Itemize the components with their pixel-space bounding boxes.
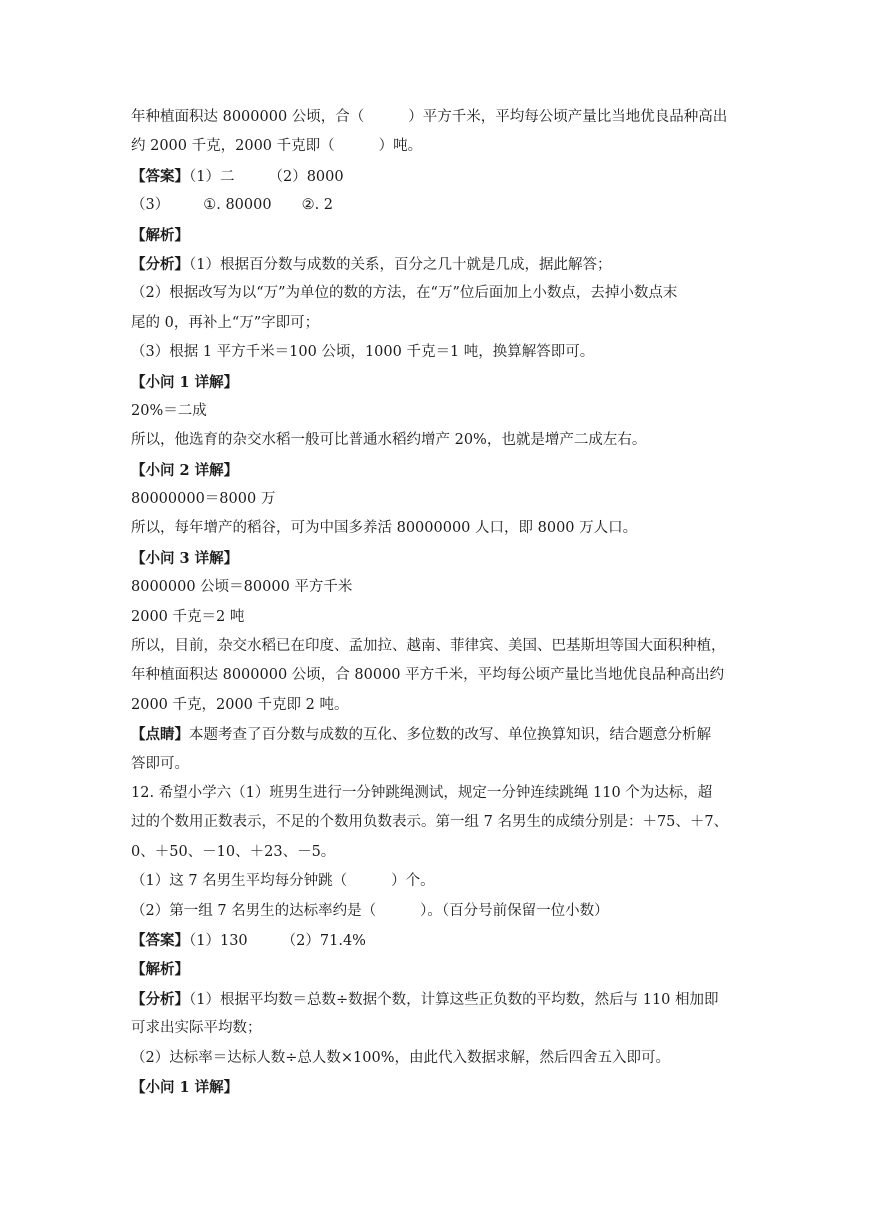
- question-text: [131, 132, 751, 161]
- question-stem: 过的个数用正数表示，不足的个数用负数表示。第一组 7 名男生的成绩分别是：＋75、＋7、: [131, 814, 729, 831]
- answer-value: （1）130: [189, 932, 248, 949]
- answer-line: [131, 162, 751, 191]
- analysis-heading: 【解析】: [131, 226, 189, 244]
- solution-line: 20%＝二成: [131, 402, 207, 419]
- analysis-line: 尾的 0，再补上“万”字即可；: [131, 314, 320, 331]
- answer-line: [131, 191, 751, 220]
- question-text-part: ）个。: [391, 873, 435, 890]
- answer-value: （1）二: [189, 168, 235, 185]
- answer-value: （2）8000: [268, 168, 344, 185]
- answer-value: ②. 2: [301, 197, 334, 214]
- question-text: [131, 103, 751, 132]
- analysis-line: （2）根据改写为以“万”为单位的数的方法，在“万”位后面加上小数点，去掉小数点末: [131, 285, 678, 302]
- question-text-part: ）平方千米，平均每公顷产量比当地优良品种高出: [408, 109, 728, 125]
- answer-line: [131, 926, 751, 955]
- solution-line: 所以，每年增产的稻谷，可为中国多养活 80000000 人口，即 8000 万人口。: [131, 520, 638, 537]
- question-text-part: ）吨。: [378, 138, 423, 155]
- sub-question-heading: 【小问 2 详解】: [131, 461, 239, 479]
- question-part: [131, 897, 751, 926]
- solution-line: 年种植面积达 8000000 公顷，合 80000 平方千米，平均每公顷产量比当地优良品种高出约: [131, 667, 725, 684]
- analysis-tag: 【分析】: [131, 255, 189, 273]
- answer-tag: 【答案】: [131, 931, 189, 949]
- question-text-part: ）。（百分号前保留一位小数）: [420, 902, 609, 919]
- sub-question-heading: 【小问 3 详解】: [131, 549, 239, 567]
- solution-line: 2000 千克＝2 吨: [131, 608, 245, 625]
- analysis-text: （1）根据平均数＝总数÷数据个数，计算这些正负数的平均数，然后与 110 相加即: [189, 991, 719, 1008]
- question-part: [131, 867, 751, 896]
- sub-question-heading: 【小问 1 详解】: [131, 373, 239, 391]
- analysis-heading: 【解析】: [131, 961, 189, 979]
- answer-tag: 【答案】: [131, 167, 189, 185]
- analysis-line: [131, 250, 751, 279]
- analysis-line: [131, 985, 751, 1014]
- solution-line: 所以，目前，杂交水稻已在印度、孟加拉、越南、菲律宾、美国、巴基斯坦等国大面积种植，: [131, 638, 726, 655]
- question-text-part: （2）第一组 7 名男生的达标率约是（: [131, 902, 377, 919]
- solution-line: 2000 千克，2000 千克即 2 吨。: [131, 696, 349, 713]
- answer-value: ①. 80000: [203, 197, 272, 214]
- comment-line: 答即可。: [131, 755, 189, 772]
- question-text-part: 约 2000 千克，2000 千克即（: [131, 138, 335, 155]
- question-stem: 12. 希望小学六（1）班男生进行一分钟跳绳测试，规定一分钟连续跳绳 110 个为达标，超: [131, 784, 713, 801]
- comment-line: [131, 720, 751, 749]
- analysis-line: 可求出实际平均数；: [131, 1020, 262, 1037]
- analysis-text: （1）根据百分数与成数的关系，百分之几十就是几成，据此解答；: [189, 256, 612, 273]
- comment-text: 本题考查了百分数与成数的互化、多位数的改写、单位换算知识，结合题意分析解: [189, 727, 711, 744]
- sub-question-heading: 【小问 1 详解】: [131, 1078, 239, 1096]
- solution-line: 所以，他选育的杂交水稻一般可比普通水稻约增产 20%，也就是增产二成左右。: [131, 432, 647, 449]
- comment-tag: 【点睛】: [131, 726, 189, 744]
- question-text-part: （1）这 7 名男生平均每分钟跳（: [131, 873, 348, 890]
- answer-value: （2）71.4%: [281, 932, 366, 949]
- analysis-line: （3）根据 1 平方千米＝100 公顷，1000 千克＝1 吨，换算解答即可。: [131, 344, 595, 361]
- question-text-part: 年种植面积达 8000000 公顷，合（: [131, 109, 365, 125]
- solution-line: 8000000 公顷＝80000 平方千米: [131, 579, 353, 596]
- answer-label: （3）: [131, 197, 170, 214]
- page-content: [131, 103, 751, 1102]
- solution-line: 80000000＝8000 万: [131, 491, 276, 508]
- analysis-line: （2）达标率＝达标人数÷总人数×100%，由此代入数据求解，然后四舍五入即可。: [131, 1049, 670, 1066]
- question-stem: 0、＋50、－10、＋23、－5。: [131, 843, 336, 860]
- analysis-tag: 【分析】: [131, 990, 189, 1008]
